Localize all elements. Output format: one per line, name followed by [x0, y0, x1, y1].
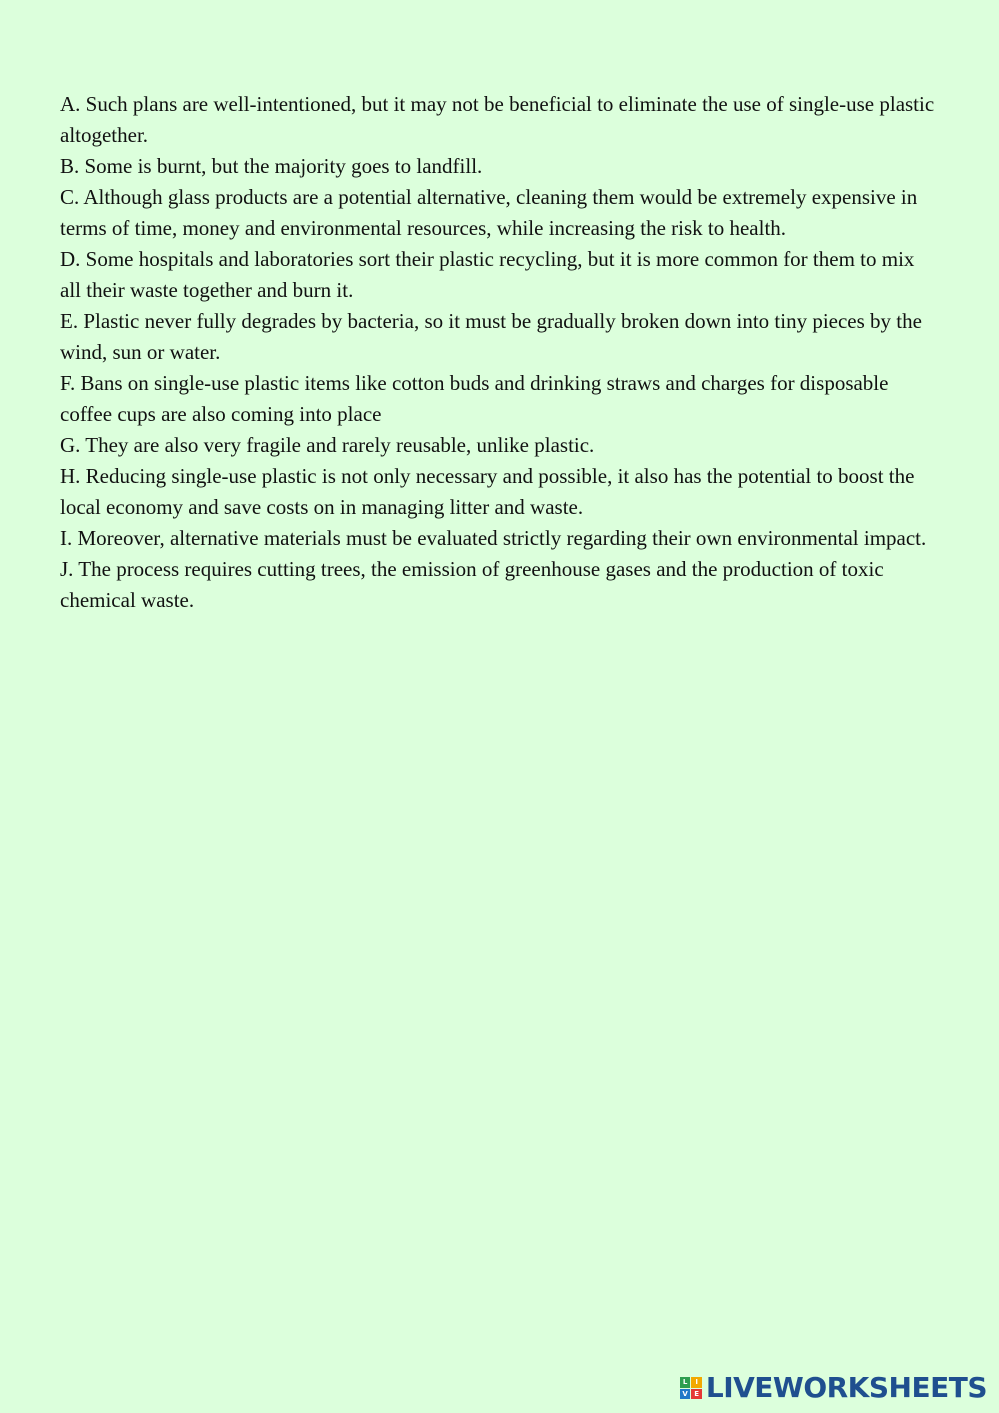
option-f: F. Bans on single-use plastic items like cotton buds and drinking straws and charges for disposable coffee cups are also coming into place: [60, 371, 889, 426]
option-h: H. Reducing single-use plastic is not only necessary and possible, it also has the potential to boost the local economy and save costs on in managing litter and waste.: [60, 464, 915, 519]
option-b: B. Some is burnt, but the majority goes to landfill.: [60, 154, 483, 178]
logo-tile-e: E: [691, 1389, 702, 1400]
logo-tile-l: L: [680, 1377, 691, 1388]
option-e: E. Plastic never fully degrades by bacteria, so it must be gradually broken down into tiny pieces by the wind, sun or water.: [60, 309, 922, 364]
liveworksheets-logo: [680, 1371, 987, 1405]
liveworksheets-logo-icon: [680, 1377, 702, 1399]
logo-tile-i: I: [691, 1377, 702, 1388]
option-j: J. The process requires cutting trees, the emission of greenhouse gases and the production of toxic chemical waste.: [60, 557, 884, 612]
option-c: C. Although glass products are a potential alternative, cleaning them would be extremely expensive in terms of time, money and environmental resources, while increasing the risk to health.: [60, 185, 918, 240]
brand-text: LIVEWORKSHEETS: [705, 1371, 987, 1404]
option-g: G. They are also very fragile and rarely reusable, unlike plastic.: [60, 433, 595, 457]
logo-tile-v: V: [680, 1389, 691, 1400]
options-list: [60, 89, 940, 616]
option-i: I. Moreover, alternative materials must be evaluated strictly regarding their own environmental impact.: [60, 526, 927, 550]
option-d: D. Some hospitals and laboratories sort their plastic recycling, but it is more common for them to mix all their waste together and burn it.: [60, 247, 915, 302]
option-a: A. Such plans are well-intentioned, but it may not be beneficial to eliminate the use of single-use plastic altogether.: [60, 92, 935, 147]
